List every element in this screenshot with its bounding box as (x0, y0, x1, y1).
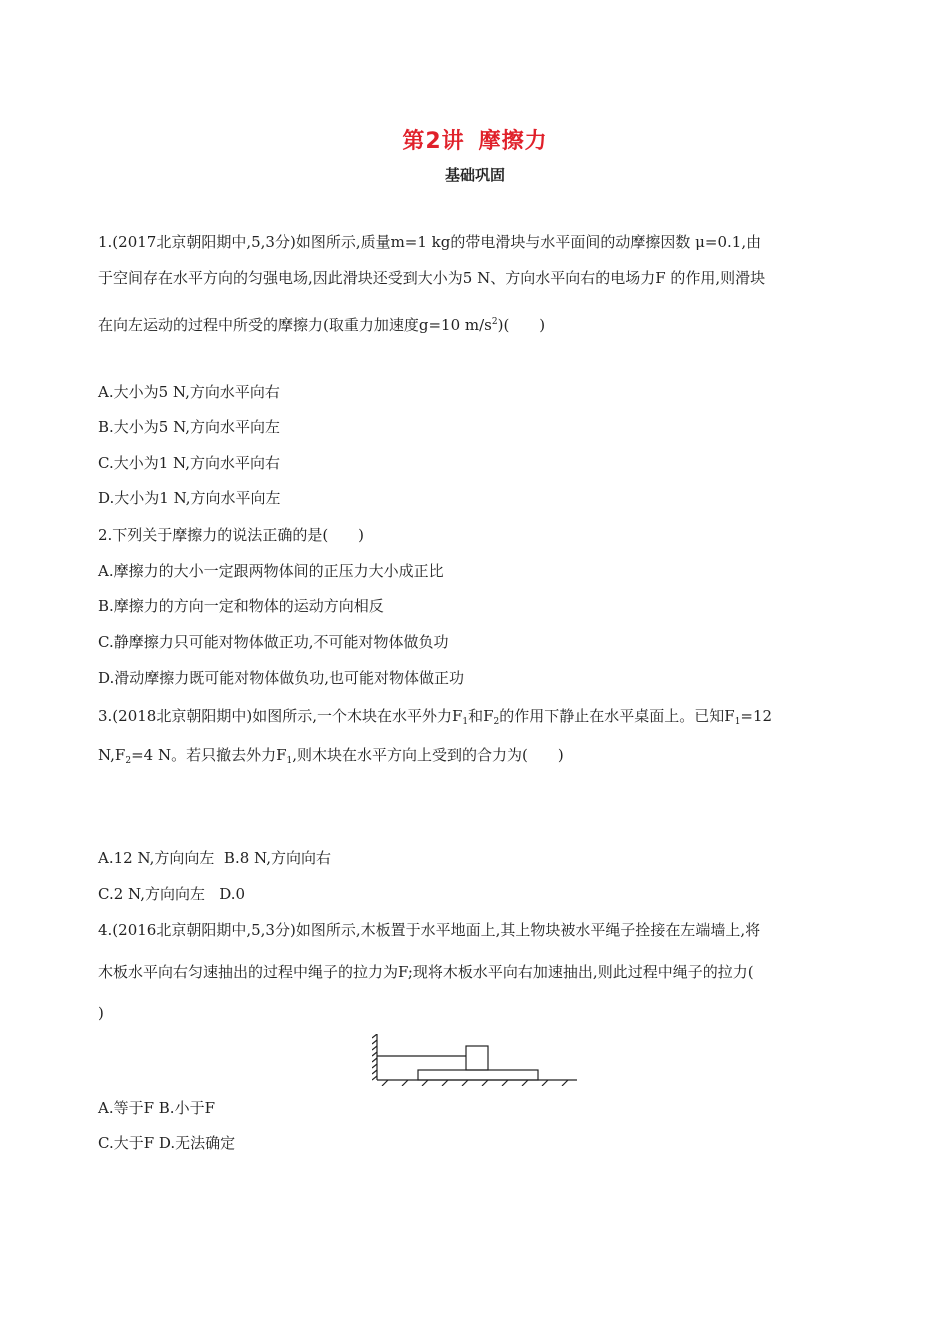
q3-stem-line1: 3.(2018北京朝阳期中)如图所示,一个木块在水平外力$F_1$和$F_2$的作用下静止在水平桌面上。已知$F_1=12$ (98, 707, 773, 727)
block (466, 1046, 488, 1070)
q3-stem-line2: $N,F_2=4$ N。若只撤去外力$F_1$,则木块在水平方向上受到的合力为( ) (98, 746, 564, 766)
q1-stem-line1: 1.(2017北京朝阳期中,5,3分)如图所示,质量m=1 kg的带电滑块与水平面间的动摩擦因数 μ=0.1,由 (98, 233, 762, 251)
q2-option-a: A.摩擦力的大小一定跟两物体间的正压力大小成正比 (98, 562, 444, 580)
q1-stem-line3: 在向左运动的过程中所受的摩擦力(取重力加速度g=10 $m/s^2$)( ) (98, 316, 546, 334)
board (418, 1070, 538, 1080)
q4-stem-line2: 木板水平向右匀速抽出的过程中绳子的拉力为F;现将木板水平向右加速抽出,则此过程中绳子的拉力( (98, 963, 754, 981)
q4-options-ab: A.等于F B.小于F (98, 1099, 215, 1117)
q2-option-b: B.摩擦力的方向一定和物体的运动方向相反 (98, 597, 384, 615)
q4-stem-line1: 4.(2016北京朝阳期中,5,3分)如图所示,木板置于水平地面上,其上物块被水平绳子拴接在左端墙上,将 (98, 921, 761, 939)
q4-stem-line3: ) (98, 1004, 104, 1022)
q4-figure-wall-block-board (372, 1034, 582, 1086)
q1-option-a: A.大小为5 N,方向水平向右 (98, 383, 280, 401)
q1-stem-line2: 于空间存在水平方向的匀强电场,因此滑块还受到大小为5 N、方向水平向右的电场力F 的作用,则滑块 (98, 269, 766, 287)
q1-option-c: C.大小为1 N,方向水平向右 (98, 454, 280, 472)
q2-stem: 2.下列关于摩擦力的说法正确的是( ) (98, 526, 365, 544)
q1-option-d: D.大小为1 N,方向水平向左 (98, 489, 281, 507)
q1-option-b: B.大小为5 N,方向水平向左 (98, 418, 281, 436)
q3-options-ab: A.12 N,方向向左 B.8 N,方向向右 (98, 849, 331, 867)
q3-options-cd: C.2 N,方向向左 D.0 (98, 885, 246, 903)
lecture-number: 第2讲 (402, 129, 465, 154)
lecture-topic: 摩擦力 (478, 129, 548, 154)
page-title (0, 124, 950, 155)
section-heading: 基础巩固 (444, 166, 505, 184)
q2-option-d: D.滑动摩擦力既可能对物体做负功,也可能对物体做正功 (98, 669, 465, 687)
q2-option-c: C.静摩擦力只可能对物体做正功,不可能对物体做负功 (98, 633, 449, 651)
q4-options-cd: C.大于F D.无法确定 (98, 1134, 236, 1152)
